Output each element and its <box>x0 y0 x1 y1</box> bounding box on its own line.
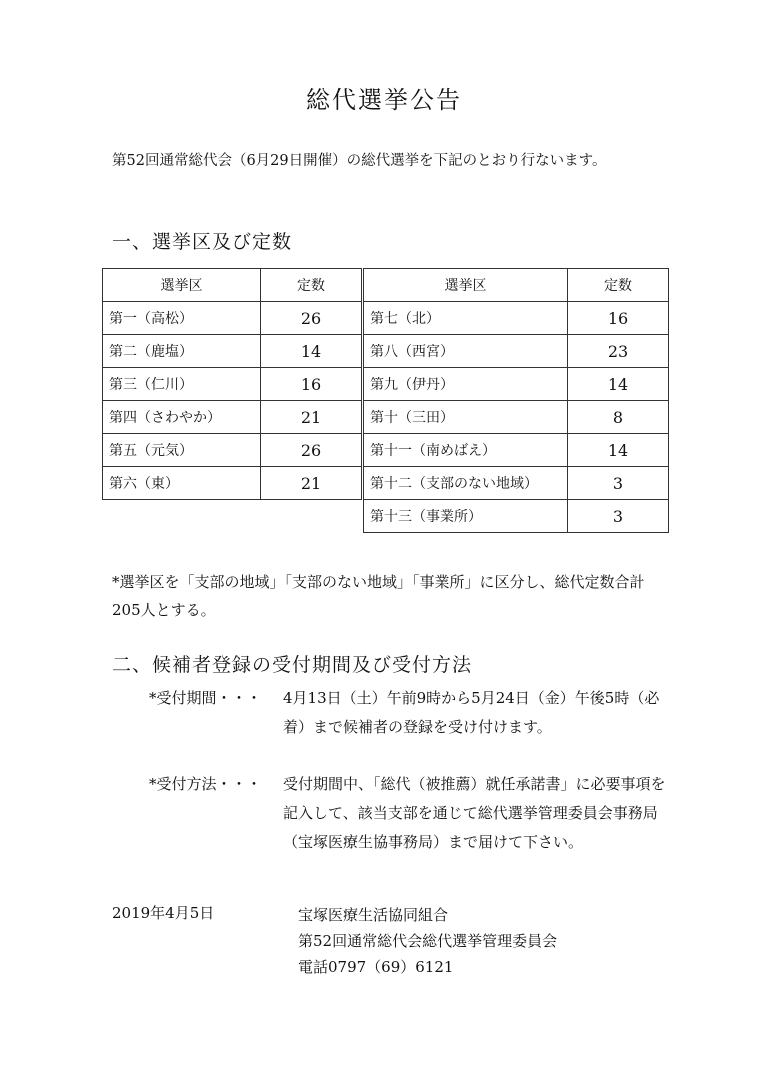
intro-text: 第52回通常総代会（6月29日開催）の総代選挙を下記のとおり行ないます。 <box>112 153 607 169</box>
district-cell: 第十三（事業所） <box>364 500 568 533</box>
table-row <box>103 368 669 401</box>
district-cell: 第一（高松） <box>103 302 261 335</box>
seats-cell: 14 <box>568 368 669 401</box>
column-header-district: 選挙区 <box>103 269 261 302</box>
table-row <box>103 302 669 335</box>
seats-cell: 26 <box>261 434 362 467</box>
seats-cell: 16 <box>261 368 362 401</box>
seats-cell: 23 <box>568 335 669 368</box>
seats-cell: 3 <box>568 467 669 500</box>
seats-cell: 16 <box>568 302 669 335</box>
org-name: 宝塚医療生活協同組合 <box>298 906 449 924</box>
seats-cell: 26 <box>261 302 362 335</box>
section1-heading: 一、選挙区及び定数 <box>112 231 293 253</box>
district-cell: 第五（元気） <box>103 434 261 467</box>
phone-number: 電話0797（69）6121 <box>298 958 454 976</box>
column-header-district: 選挙区 <box>364 269 568 302</box>
method-text: 受付期間中、「総代（被推薦）就任承諾書」に必要事項を記入して、該当支部を通じて総代選挙管理委員会事務局（宝塚医療生協事務局）まで届けて下さい。 <box>283 775 666 851</box>
district-cell: 第十二（支部のない地域） <box>364 467 568 500</box>
table-row <box>103 467 669 500</box>
table-header-row <box>103 269 669 302</box>
issuer-block <box>298 902 557 980</box>
column-header-seats: 定数 <box>568 269 669 302</box>
district-cell: 第十（三田） <box>364 401 568 434</box>
district-cell: 第三（仁川） <box>103 368 261 401</box>
table-row <box>103 401 669 434</box>
seats-cell: 3 <box>568 500 669 533</box>
district-cell: 第二（鹿塩） <box>103 335 261 368</box>
district-cell: 第六（東） <box>103 467 261 500</box>
issue-date: 2019年4月5日 <box>112 904 215 922</box>
seats-cell: 21 <box>261 467 362 500</box>
seats-cell: 8 <box>568 401 669 434</box>
table-row <box>103 335 669 368</box>
seats-cell: 21 <box>261 401 362 434</box>
page-title: 総代選挙公告 <box>306 86 462 114</box>
district-cell: 第十一（南めばえ） <box>364 434 568 467</box>
committee-name: 第52回通常総代会総代選挙管理委員会 <box>298 932 558 950</box>
period-label: *受付期間・・・ <box>149 689 262 707</box>
table-row <box>103 500 669 533</box>
column-header-seats: 定数 <box>261 269 362 302</box>
table-row <box>103 434 669 467</box>
district-table <box>102 268 669 533</box>
period-text: 4月13日（土）午前9時から5月24日（金）午後5時（必着）まで候補者の登録を受け付けます。 <box>283 689 660 736</box>
district-cell: 第八（西宮） <box>364 335 568 368</box>
district-cell: 第七（北） <box>364 302 568 335</box>
seats-cell: 14 <box>568 434 669 467</box>
district-cell: 第九（伊丹） <box>364 368 568 401</box>
section2-heading: 二、候補者登録の受付期間及び受付方法 <box>112 654 473 676</box>
district-cell: 第四（さわやか） <box>103 401 261 434</box>
method-label: *受付方法・・・ <box>149 775 262 793</box>
total-note: *選挙区を「支部の地域」「支部のない地域」「事業所」に区分し、総代定数合計 205人とする。 <box>112 573 645 619</box>
seats-cell: 14 <box>261 335 362 368</box>
